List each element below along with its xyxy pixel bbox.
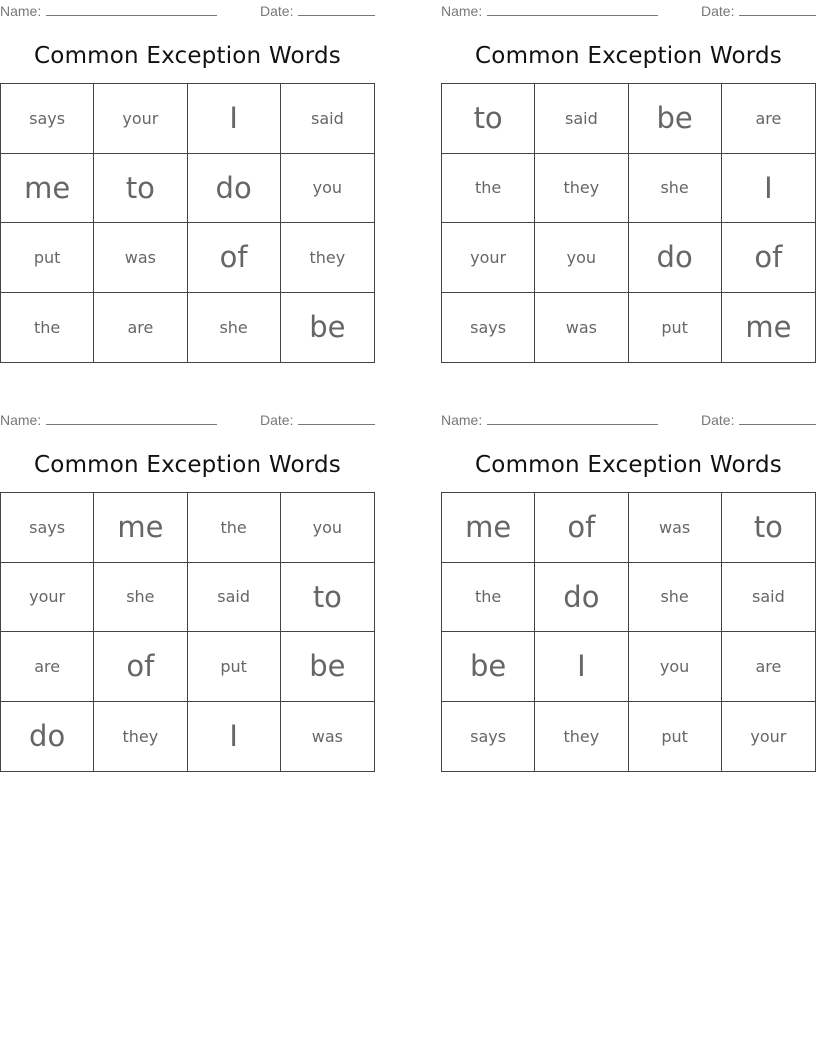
date-label: Date: (260, 412, 294, 428)
date-blank[interactable] (739, 424, 816, 425)
name-label: Name: (0, 3, 42, 19)
word-cell[interactable]: was (629, 493, 722, 563)
word-grid (0, 492, 375, 772)
word-cell[interactable]: be (309, 310, 346, 345)
word-cell[interactable]: of (188, 223, 281, 293)
date-blank[interactable] (739, 15, 816, 16)
word-cell[interactable]: put (188, 632, 281, 702)
word-cell[interactable]: of (722, 223, 815, 293)
name-blank[interactable] (46, 424, 217, 425)
word-cell[interactable]: be (281, 632, 374, 702)
word-cell[interactable]: are (722, 632, 815, 702)
word-cell[interactable]: she (188, 293, 281, 363)
date-label: Date: (260, 3, 294, 19)
word-grid (441, 83, 816, 363)
word-cell[interactable]: put (1, 223, 94, 293)
card-title: Common Exception Words (475, 43, 782, 69)
word-cell[interactable]: put (629, 293, 722, 363)
word-cell[interactable]: do (535, 563, 628, 633)
word-cell[interactable]: I (188, 702, 281, 772)
word-cell[interactable]: your (94, 84, 187, 154)
name-blank[interactable] (487, 424, 658, 425)
word-cell[interactable]: I (722, 154, 815, 224)
word-cell[interactable]: says (442, 293, 535, 363)
word-cell[interactable]: the (1, 293, 94, 363)
word-cell[interactable]: the (188, 493, 281, 563)
name-label: Name: (0, 412, 42, 428)
date-label: Date: (701, 412, 735, 428)
date-blank[interactable] (298, 424, 375, 425)
word-cell[interactable]: are (94, 293, 187, 363)
word-cell[interactable]: she (629, 563, 722, 633)
word-cell[interactable]: said (535, 84, 628, 154)
word-cell[interactable]: do (629, 223, 722, 293)
word-cell[interactable]: of (94, 632, 187, 702)
word-cell[interactable]: I (188, 84, 281, 154)
card-header (441, 409, 816, 429)
word-cell[interactable]: to (442, 84, 535, 154)
word-cell[interactable]: your (1, 563, 94, 633)
word-cell[interactable]: I (535, 632, 628, 702)
card-header (0, 409, 375, 429)
word-cell[interactable]: do (1, 702, 94, 772)
word-cell[interactable]: says (442, 702, 535, 772)
bingo-card-4 (441, 409, 816, 773)
word-cell[interactable]: to (281, 563, 374, 633)
word-cell[interactable]: they (281, 223, 374, 293)
word-cell[interactable]: was (94, 223, 187, 293)
word-cell[interactable]: me (442, 493, 535, 563)
word-cell[interactable]: the (442, 154, 535, 224)
word-cell[interactable]: she (94, 563, 187, 633)
word-cell[interactable]: said (722, 563, 815, 633)
word-grid (441, 492, 816, 772)
name-label: Name: (441, 3, 483, 19)
date-blank[interactable] (298, 15, 375, 16)
word-cell[interactable]: she (629, 154, 722, 224)
word-cell[interactable]: of (535, 493, 628, 563)
card-header (441, 0, 816, 20)
word-cell[interactable]: they (535, 154, 628, 224)
word-cell[interactable]: are (1, 632, 94, 702)
word-cell[interactable]: was (311, 726, 343, 746)
word-cell[interactable]: they (94, 702, 187, 772)
card-title: Common Exception Words (34, 43, 341, 69)
word-cell[interactable]: said (281, 84, 374, 154)
word-cell[interactable]: was (535, 293, 628, 363)
word-grid (0, 83, 375, 363)
word-cell[interactable]: you (535, 223, 628, 293)
word-cell[interactable]: your (442, 223, 535, 293)
word-cell[interactable]: says (1, 84, 94, 154)
bingo-card-2 (441, 0, 816, 364)
word-cell[interactable]: says (1, 493, 94, 563)
name-label: Name: (441, 412, 483, 428)
card-header (0, 0, 375, 20)
word-cell[interactable]: your (750, 726, 787, 746)
word-cell[interactable]: me (94, 493, 187, 563)
word-cell[interactable]: said (188, 563, 281, 633)
word-cell[interactable]: to (94, 154, 187, 224)
word-cell[interactable]: to (722, 493, 815, 563)
word-cell[interactable]: be (442, 632, 535, 702)
bingo-card-1 (0, 0, 375, 364)
card-title: Common Exception Words (475, 452, 782, 478)
word-cell[interactable]: the (442, 563, 535, 633)
card-title: Common Exception Words (34, 452, 341, 478)
word-cell[interactable]: they (535, 702, 628, 772)
name-blank[interactable] (487, 15, 658, 16)
word-cell[interactable]: you (629, 632, 722, 702)
date-label: Date: (701, 3, 735, 19)
word-cell[interactable]: you (281, 154, 374, 224)
word-cell[interactable]: me (1, 154, 94, 224)
word-cell[interactable]: are (722, 84, 815, 154)
name-blank[interactable] (46, 15, 217, 16)
word-cell[interactable]: do (188, 154, 281, 224)
word-cell[interactable]: you (281, 493, 374, 563)
bingo-card-3 (0, 409, 375, 773)
word-cell[interactable]: me (745, 310, 792, 345)
word-cell[interactable]: be (629, 84, 722, 154)
word-cell[interactable]: put (629, 702, 722, 772)
